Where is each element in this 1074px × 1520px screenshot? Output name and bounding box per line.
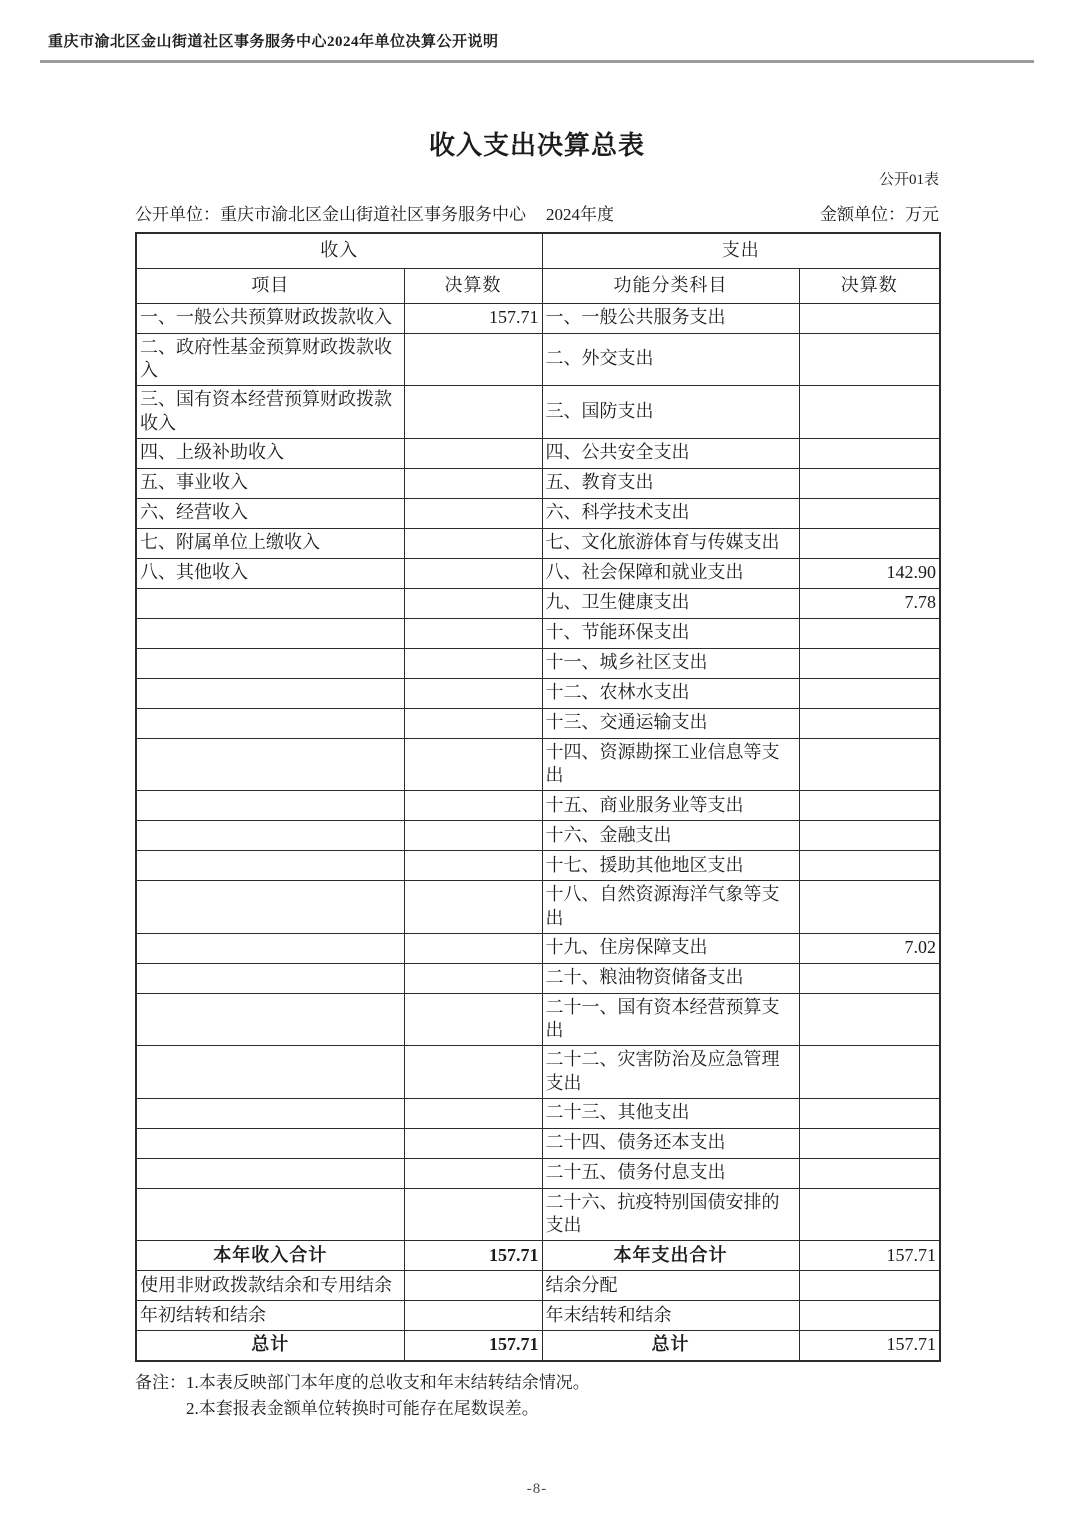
income-item-cell [136,648,404,678]
expense-item-cell: 十一、城乡社区支出 [542,648,799,678]
table-row [136,1158,940,1188]
income-item-cell [136,1158,404,1188]
income-item-cell: 七、附属单位上缴收入 [136,528,404,558]
income-value-cell [404,791,542,821]
table-row [136,618,940,648]
income-value-cell [404,1158,542,1188]
income-item-cell: 一、一般公共预算财政拨款收入 [136,303,404,333]
expense-value-cell [799,386,940,439]
income-value-cell [404,881,542,934]
expense-section-header: 支出 [542,233,940,268]
expense-item-cell: 十四、资源勘探工业信息等支出 [542,738,799,791]
income-value-cell [404,333,542,386]
income-value-cell: 157.71 [404,303,542,333]
income-value-cell [404,648,542,678]
expense-item-cell: 十三、交通运输支出 [542,708,799,738]
income-value-cell [404,468,542,498]
table-code-label: 公开01表 [878,172,939,188]
income-item-cell [136,1046,404,1099]
table-row [136,1128,940,1158]
expense-value-cell: 7.78 [799,588,940,618]
section-header-row [136,233,940,268]
table-row [136,498,940,528]
income-value-cell: 157.71 [404,1331,542,1361]
table-row [136,558,940,588]
table-row [136,528,940,558]
expense-value-cell [799,303,940,333]
expense-item-cell: 二十一、国有资本经营预算支出 [542,993,799,1046]
income-value-cell [404,438,542,468]
column-header-item: 项目 [136,268,404,303]
income-value-cell [404,993,542,1046]
table-row [136,1271,940,1301]
document-header: 重庆市渝北区金山街道社区事务服务中心2024年单位决算公开说明 [48,34,499,50]
expense-item-cell: 十、节能环保支出 [542,618,799,648]
expense-item-cell: 十五、商业服务业等支出 [542,791,799,821]
expense-item-cell: 本年支出合计 [542,1241,799,1271]
note-line [135,1370,939,1396]
table-row [136,1098,940,1128]
income-value-cell [404,386,542,439]
page-title: 收入支出决算总表 [428,131,645,160]
expense-value-cell [799,993,940,1046]
income-item-cell [136,618,404,648]
income-item-cell [136,1188,404,1241]
income-item-cell: 六、经营收入 [136,498,404,528]
expense-value-cell: 157.71 [799,1331,940,1361]
expense-value-cell [799,1098,940,1128]
expense-item-cell: 二、外交支出 [542,333,799,386]
income-item-cell [136,851,404,881]
table-row [136,1188,940,1241]
expense-value-cell [799,468,940,498]
income-item-cell [136,738,404,791]
income-item-cell: 使用非财政拨款结余和专用结余 [136,1271,404,1301]
note-line [135,1396,939,1422]
expense-value-cell [799,498,940,528]
expense-value-cell [799,1046,940,1099]
income-item-cell [136,821,404,851]
expense-value-cell: 7.02 [799,933,940,963]
income-value-cell [404,1301,542,1331]
page-content [135,125,939,1422]
income-item-cell: 年初结转和结余 [136,1301,404,1331]
income-item-cell: 本年收入合计 [136,1241,404,1271]
page-number: -8- [526,1481,548,1497]
expense-item-cell: 二十四、债务还本支出 [542,1128,799,1158]
expense-value-cell [799,1188,940,1241]
expense-value-cell [799,648,940,678]
income-item-cell [136,933,404,963]
income-item-cell [136,1128,404,1158]
table-row [136,993,940,1046]
income-section-header: 收入 [136,233,542,268]
meta-row [135,200,939,225]
expense-value-cell [799,963,940,993]
final-accounts-table [135,232,941,1362]
table-row [136,821,940,851]
expense-item-cell: 十八、自然资源海洋气象等支出 [542,881,799,934]
expense-item-cell: 四、公共安全支出 [542,438,799,468]
expense-value-cell [799,678,940,708]
expense-value-cell [799,1158,940,1188]
expense-item-cell: 三、国防支出 [542,386,799,439]
table-row [136,333,940,386]
income-value-cell [404,1046,542,1099]
income-value-cell [404,618,542,648]
expense-item-cell: 二十三、其他支出 [542,1098,799,1128]
expense-value-cell [799,708,940,738]
column-header-expense-value: 决算数 [799,268,940,303]
expense-item-cell: 五、教育支出 [542,468,799,498]
income-value-cell [404,1128,542,1158]
note-text-2: 2.本套报表金额单位转换时可能存在尾数误差。 [186,1398,539,1418]
income-value-cell [404,528,542,558]
expense-value-cell [799,1271,940,1301]
income-item-cell [136,708,404,738]
income-item-cell [136,588,404,618]
expense-item-cell: 二十二、灾害防治及应急管理支出 [542,1046,799,1099]
table-row [136,1046,940,1099]
income-item-cell: 五、事业收入 [136,468,404,498]
table-row [136,1301,940,1331]
income-value-cell: 157.71 [404,1241,542,1271]
income-value-cell [404,851,542,881]
table-row [136,881,940,934]
income-item-cell [136,993,404,1046]
expense-value-cell [799,1301,940,1331]
income-item-cell [136,1098,404,1128]
income-item-cell [136,791,404,821]
income-value-cell [404,1271,542,1301]
table-row [136,386,940,439]
expense-value-cell [799,851,940,881]
expense-item-cell: 十六、金融支出 [542,821,799,851]
table-row [136,468,940,498]
expense-item-cell: 七、文化旅游体育与传媒支出 [542,528,799,558]
expense-item-cell: 总计 [542,1331,799,1361]
expense-value-cell [799,333,940,386]
table-body [136,303,940,1361]
income-item-cell [136,963,404,993]
unit-label: 公开单位：重庆市渝北区金山街道社区事务服务中心 [135,205,526,224]
header-divider [40,60,1034,63]
expense-value-cell: 157.71 [799,1241,940,1271]
expense-value-cell [799,618,940,648]
table-row [136,648,940,678]
expense-value-cell [799,791,940,821]
expense-value-cell [799,528,940,558]
expense-item-cell: 二十六、抗疫特别国债安排的支出 [542,1188,799,1241]
expense-item-cell: 年末结转和结余 [542,1301,799,1331]
income-item-cell: 总计 [136,1331,404,1361]
income-value-cell [404,588,542,618]
column-header-row [136,268,940,303]
expense-item-cell: 结余分配 [542,1271,799,1301]
expense-item-cell: 二十五、债务付息支出 [542,1158,799,1188]
income-item-cell: 四、上级补助收入 [136,438,404,468]
fiscal-year-label: 2024年度 [546,205,614,224]
disclosure-unit [135,200,614,225]
amount-unit-label: 金额单位：万元 [820,205,939,224]
table-row [136,588,940,618]
expense-item-cell: 二十、粮油物资储备支出 [542,963,799,993]
table-row [136,438,940,468]
column-header-function: 功能分类科目 [542,268,799,303]
income-item-cell [136,881,404,934]
expense-item-cell: 六、科学技术支出 [542,498,799,528]
table-row [136,791,940,821]
expense-item-cell: 八、社会保障和就业支出 [542,558,799,588]
income-value-cell [404,498,542,528]
column-header-income-value: 决算数 [404,268,542,303]
table-row [136,738,940,791]
table-row [136,708,940,738]
income-value-cell [404,558,542,588]
expense-value-cell [799,821,940,851]
income-value-cell [404,738,542,791]
notes [135,1370,939,1423]
total-row [136,1241,940,1271]
income-value-cell [404,821,542,851]
expense-value-cell [799,738,940,791]
income-item-cell [136,678,404,708]
table-row [136,678,940,708]
table-row [136,963,940,993]
expense-value-cell [799,438,940,468]
note-text-1: 1.本表反映部门本年度的总收支和年末结转结余情况。 [186,1372,590,1392]
table-row [136,303,940,333]
income-value-cell [404,963,542,993]
table-row [136,933,940,963]
expense-item-cell: 十七、援助其他地区支出 [542,851,799,881]
notes-label: 备注： [135,1372,186,1392]
expense-item-cell: 一、一般公共服务支出 [542,303,799,333]
income-item-cell: 八、其他收入 [136,558,404,588]
income-value-cell [404,1188,542,1241]
income-value-cell [404,708,542,738]
table-row [136,851,940,881]
expense-item-cell: 十九、住房保障支出 [542,933,799,963]
expense-value-cell: 142.90 [799,558,940,588]
expense-item-cell: 九、卫生健康支出 [542,588,799,618]
income-item-cell: 三、国有资本经营预算财政拨款收入 [136,386,404,439]
expense-item-cell: 十二、农林水支出 [542,678,799,708]
total-row [136,1331,940,1361]
income-value-cell [404,1098,542,1128]
expense-value-cell [799,1128,940,1158]
income-value-cell [404,678,542,708]
expense-value-cell [799,881,940,934]
income-value-cell [404,933,542,963]
income-item-cell: 二、政府性基金预算财政拨款收入 [136,333,404,386]
